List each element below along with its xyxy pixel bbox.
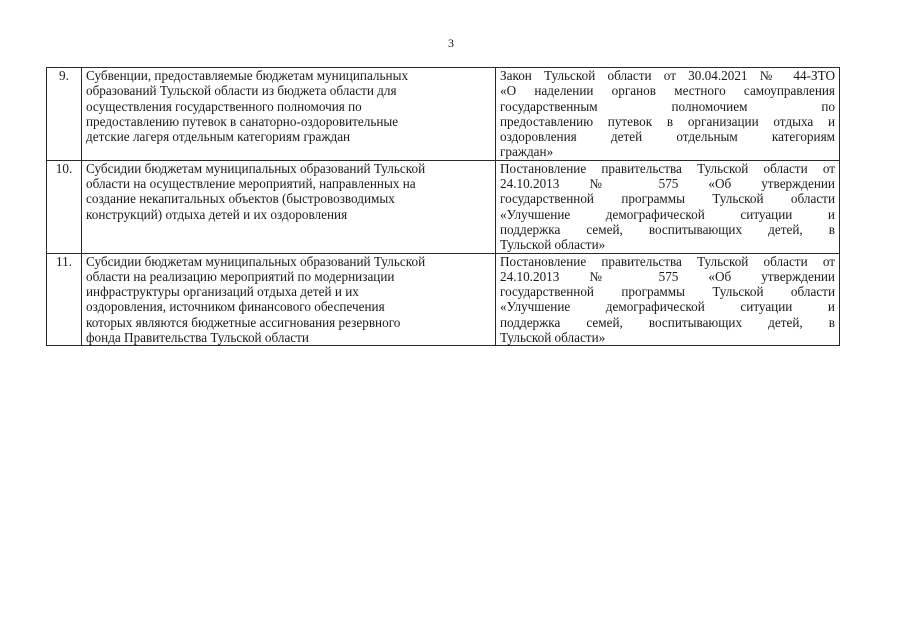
legal-basis-line: «Улучшение демографической ситуации и <box>500 206 835 222</box>
transfer-name-line: создание некапитальных объектов (быстровозводимых <box>86 191 395 207</box>
row-number-cell <box>47 160 82 253</box>
legal-basis-line: «О наделении органов местного самоуправления <box>500 83 835 99</box>
legal-basis-line: поддержка семей, воспитывающих детей, в <box>500 221 835 237</box>
legal-basis-cell <box>496 68 840 161</box>
row-number-cell <box>47 68 82 161</box>
legal-basis-line: государственной программы Тульской области <box>500 191 835 207</box>
transfer-name-cell <box>82 160 496 253</box>
legal-basis-line: государственным полномочием по <box>500 98 835 114</box>
transfer-name-cell <box>82 68 496 161</box>
legal-basis-line: Постановление правительства Тульской области от <box>500 253 835 269</box>
page-number: 3 <box>448 36 454 50</box>
transfer-name-line: фонда Правительства Тульской области <box>86 330 309 346</box>
legal-basis-line: государственной программы Тульской области <box>500 284 835 300</box>
row-number: 11. <box>56 253 72 269</box>
legal-basis-line: граждан» <box>500 144 554 160</box>
legal-basis-line: 24.10.2013 № 575 «Об утверждении <box>500 176 835 192</box>
transfer-name-line: предоставлению путевок в санаторно-оздоровительные <box>86 113 399 129</box>
legal-basis-line: Постановление правительства Тульской области от <box>500 160 835 176</box>
transfer-name-cell <box>82 253 496 346</box>
transfer-name-line: Субвенции, предоставляемые бюджетам муниципальных <box>86 68 409 83</box>
legal-basis-line: предоставлению путевок в организации отдыха и <box>500 113 835 129</box>
row-number: 10. <box>55 160 73 176</box>
row-number-cell <box>47 253 82 346</box>
transfer-name-line: области на осуществление мероприятий, направленных на <box>86 176 416 192</box>
legal-basis-line: Тульской области» <box>500 237 606 253</box>
legal-basis-cell <box>496 160 840 253</box>
legal-basis-line: «Улучшение демографической ситуации и <box>500 299 835 315</box>
transfer-name-line: инфраструктуры организаций отдыха детей и их <box>86 284 359 300</box>
legal-basis-cell <box>496 253 840 346</box>
legal-basis-line: Тульской области» <box>500 330 606 346</box>
table-row <box>47 68 840 161</box>
table-body <box>47 68 840 346</box>
transfer-name-line: осуществления государственного полномочия по <box>86 98 362 114</box>
document-table <box>46 67 840 346</box>
transfer-name-line: которых являются бюджетные ассигнования резервного <box>86 314 401 330</box>
table-row <box>47 253 840 346</box>
transfer-name-line: области на реализацию мероприятий по модернизации <box>86 268 395 284</box>
transfer-name-line: оздоровления, источником финансового обеспечения <box>86 299 385 315</box>
legal-basis-line: 24.10.2013 № 575 «Об утверждении <box>500 268 835 284</box>
row-number: 9. <box>59 68 69 83</box>
legal-basis-line: оздоровления детей отдельным категориям <box>500 129 835 145</box>
transfer-name-line: образований Тульской области из бюджета области для <box>86 83 397 99</box>
transfer-name-line: детские лагеря отдельным категориям граждан <box>86 129 351 145</box>
transfer-name-line: конструкций) отдыха детей и их оздоровления <box>86 206 348 222</box>
legal-basis-line: Закон Тульской области от 30.04.2021 № 44-ЗТО <box>500 68 835 83</box>
table-row <box>47 160 840 253</box>
transfer-name-line: Субсидии бюджетам муниципальных образований Тульской <box>86 253 426 269</box>
transfer-name-line: Субсидии бюджетам муниципальных образований Тульской <box>86 160 426 176</box>
legal-basis-line: поддержка семей, воспитывающих детей, в <box>500 314 835 330</box>
